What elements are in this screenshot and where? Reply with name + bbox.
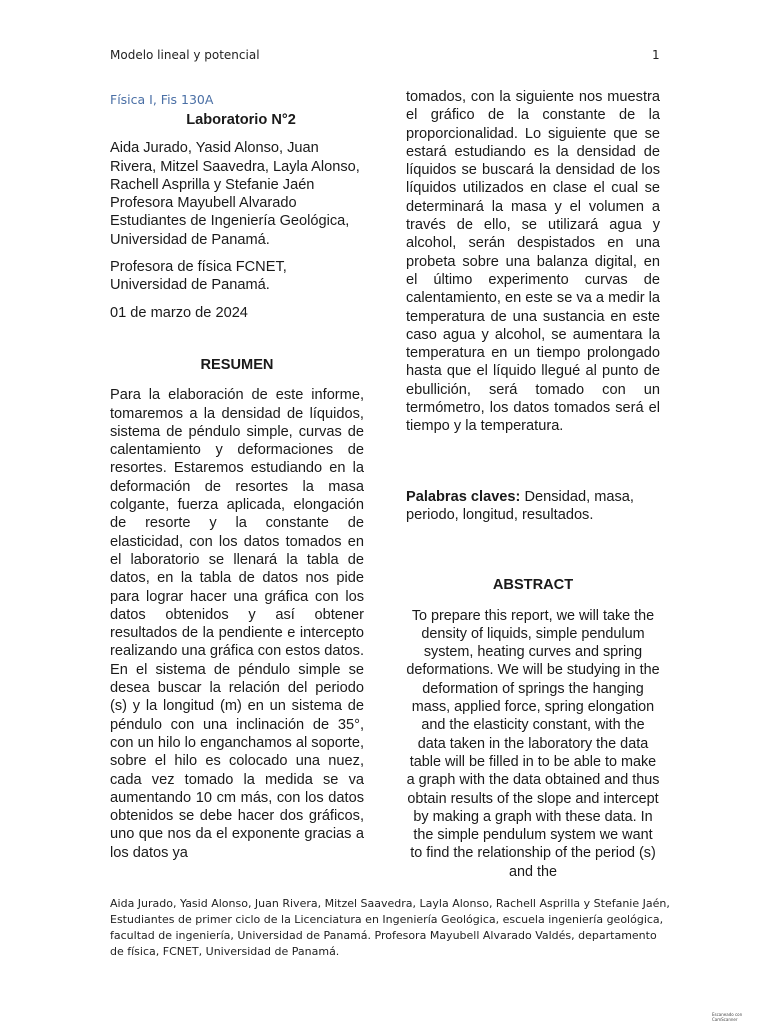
- keywords: [406, 488, 660, 525]
- course-code: Física I, Fis 130A: [110, 92, 214, 107]
- left-column: [110, 88, 364, 862]
- authors-block: Aida Jurado, Yasid Alonso, Juan Rivera, Mitzel Saavedra, Layla Alonso, Rachell Asprilla y Stefanie Jaén Profesora Mayubell Alvarado Estudiantes de Ingeniería Geológica, Universidad de Panamá.: [110, 140, 360, 248]
- keywords-list: Densidad, masa, periodo, longitud, resultados.: [406, 488, 634, 523]
- right-column: [406, 88, 660, 881]
- running-title: Modelo lineal y potencial: [110, 48, 260, 62]
- date: 01 de marzo de 2024: [110, 304, 248, 321]
- affiliation: Profesora de física FCNET, Universidad de Panamá.: [110, 259, 287, 294]
- resumen-paragraph: Para la elaboración de este informe, tomaremos a la densidad de líquidos, sistema de péndulo simple, curvas de calentamiento y deformaciones de resortes. Estaremos estudiando en la deformación de resortes la masa colgante, fuerza aplicada, elongación de resorte y la constante de elasticidad, con los datos tomados en el laboratorio se llenará la tabla de datos, en la tabla de datos nos pide para lograr hacer una gráfica con los datos obtenidos y así obtener resultados de la pendiente e intercepto realizando una gráfica con estos datos. En el sistema de péndulo simple se desea buscar la relación del periodo (s) y la longitud (m) en un sistema de péndulo con una inclinación de 35°, con un hilo lo enganchamos al soporte, sobre el hilo es colocado una nuez, cada vez tomado la medida se va aumentando 10 cm más, con los datos obtenidos se debe hacer dos gráficos, uno que nos da el exponente gracias a los datos ya: [110, 387, 364, 861]
- abstract-heading: ABSTRACT: [492, 577, 574, 594]
- resumen-heading: RESUMEN: [200, 356, 274, 373]
- footnote: Aida Jurado, Yasid Alonso, Juan Rivera, Mitzel Saavedra, Layla Alonso, Rachell Asprilla y Stefanie Jaén, Estudiantes de primer ciclo de la Licenciatura en Ingeniería Geológica, escuela ingeniería geológica, facultad de ingeniería, Universidad de Panamá. Profesora Mayubell Alvarado Valdés, departamento de física, FCNET, Universidad de Panamá.: [110, 897, 670, 958]
- keywords-label: Palabras claves:: [406, 488, 521, 505]
- page-number: 1: [652, 48, 660, 62]
- abstract-paragraph: To prepare this report, we will take the density of liquids, simple pendulum system, heating curves and spring deformations. We will be studying in the deformation of springs the hanging mass, applied force, spring elongation and the elasticity constant, with the data taken in the laboratory the data table will be filled in to be able to make a graph with the data obtained and thus obtain results of the slope and intercept by making a graph with these data. In the simple pendulum system we want to find the relationship of the period (s) and the: [406, 607, 660, 880]
- lab-title: Laboratorio N°2: [186, 112, 296, 128]
- scan-watermark: Escaneado con CamScanner: [712, 1012, 743, 1022]
- resumen-continued-paragraph: tomados, con la siguiente nos muestra el gráfico de la constante de la proporcionalidad. Lo siguiente que se estará estudiando es la densidad de líquidos se buscará la densidad de los líquidos utilizados en clase el cual se determinará la masa y el volumen a través de ello, se utilizará agua y alcohol, serán despistados en una probeta sobre una balanza digital, en el último experimento curvas de calentamiento, en este se va a medir la temperatura de una sustancia en este caso agua y alcohol, se aumentara la temperatura en un tiempo prolongado hasta que el líquido llegué al punto de ebullición, será tomado con un termómetro, los datos tomados será el tiempo y la temperatura.: [406, 89, 660, 435]
